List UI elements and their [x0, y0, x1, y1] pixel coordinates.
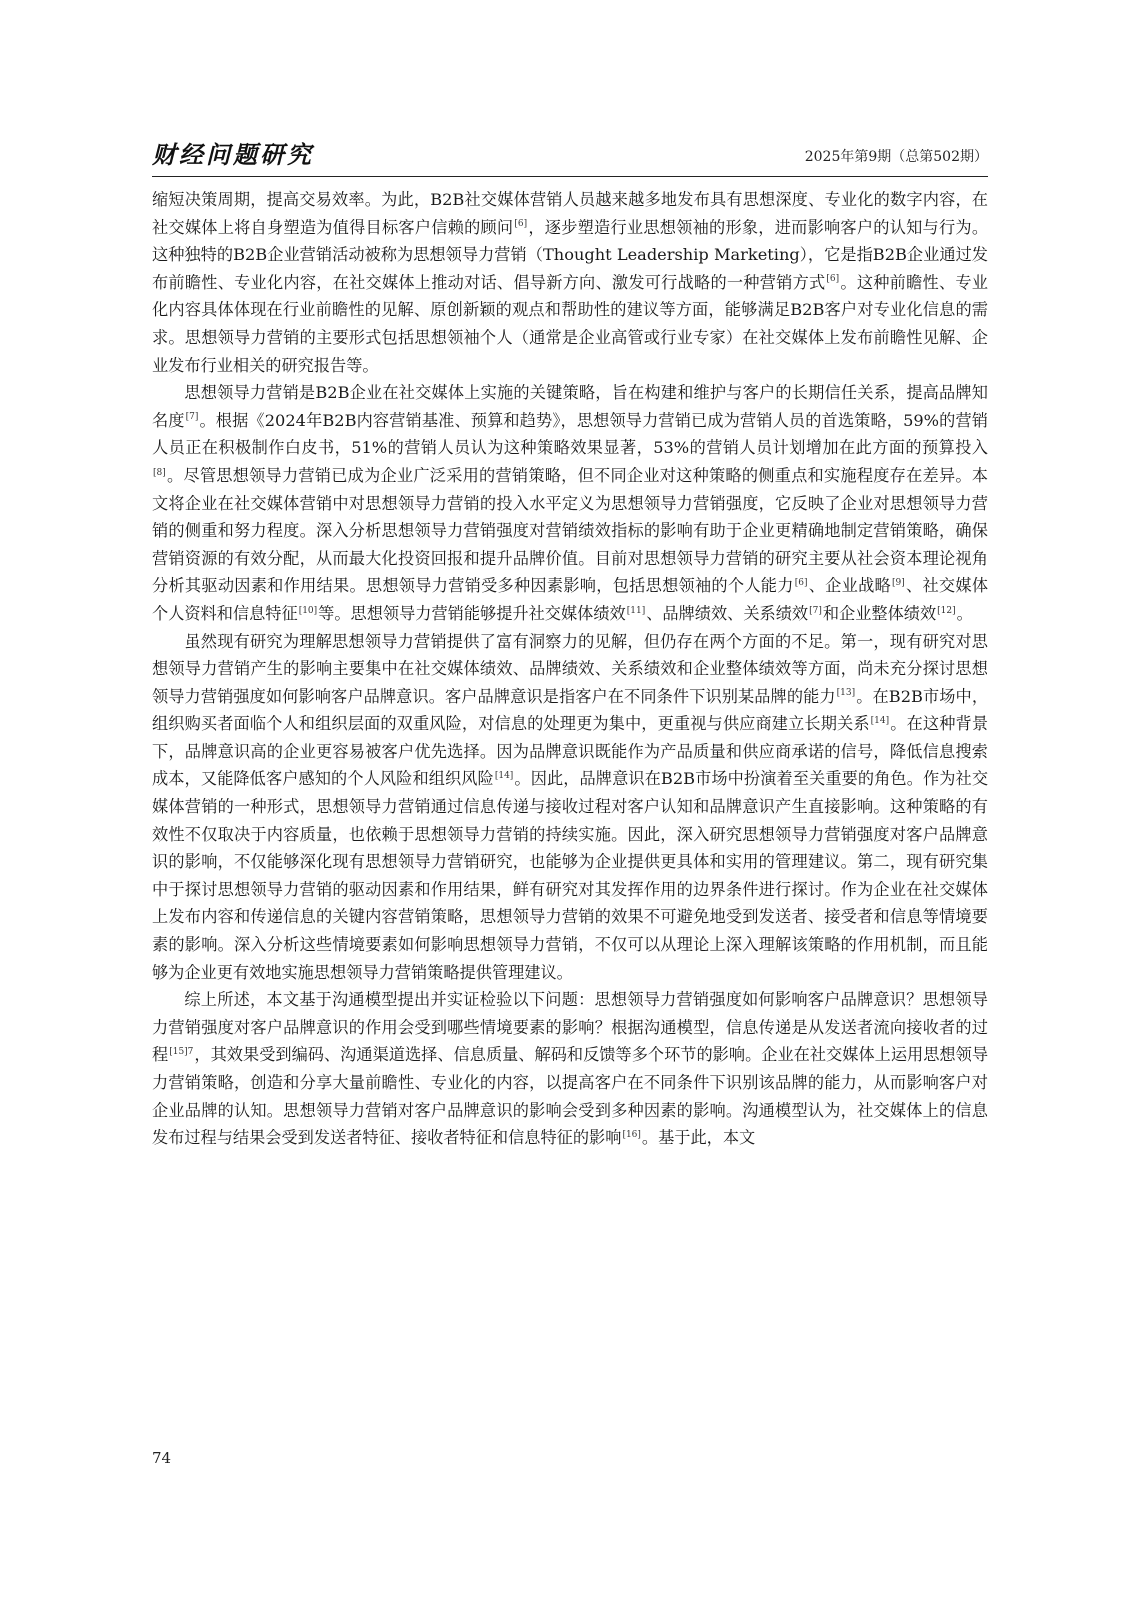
- citation-ref[interactable]: [9]: [892, 577, 905, 588]
- citation-ref[interactable]: [7]: [185, 412, 199, 423]
- citation-ref[interactable]: [6]: [514, 219, 528, 230]
- paragraph-p0: [152, 186, 988, 379]
- citation-ref[interactable]: [11]: [626, 605, 646, 616]
- text-segment: 综上所述，本文基于沟通模型提出并实证检验以下问题：思想领导力营销强度如何影响客户品牌意识？思想领导力营销强度对客户品牌意识的作用会受到哪些情境要素的影响？根据沟通模型，信息传递是从发送者流向接收者的过程: [152, 990, 988, 1065]
- citation-ref[interactable]: [6]: [794, 577, 808, 588]
- citation-ref[interactable]: [16]: [622, 1129, 641, 1140]
- citation-ref[interactable]: [15]7: [169, 1047, 194, 1058]
- text-segment: 等。思想领导力营销能够提升社交媒体绩效: [318, 603, 626, 623]
- citation-ref[interactable]: [7]: [809, 605, 822, 616]
- article-body: [152, 186, 988, 1152]
- text-segment: 和企业整体绩效: [822, 603, 937, 623]
- paragraph-p1: [152, 379, 988, 627]
- citation-ref[interactable]: [13]: [836, 688, 856, 699]
- citation-ref[interactable]: [12]: [937, 605, 956, 616]
- text-segment: 、企业战略: [808, 576, 891, 596]
- issue-info: 2025年第9期（总第502期）: [804, 149, 988, 165]
- text-segment: 思想领导力营销是B2B企业在社交媒体上实施的关键策略，旨在构建和维护与客户的长期信任关系，提高品牌知名度: [152, 383, 988, 430]
- text-segment: 缩短决策周期，提高交易效率。为此，B2B社交媒体营销人员越来越多地发布具有思想深度、专业化的数字内容，在社交媒体上将自身塑造为值得目标客户信赖的顾问: [152, 190, 988, 237]
- citation-ref[interactable]: [8]: [153, 467, 166, 478]
- journal-masthead: 财经问题研究: [152, 140, 314, 169]
- text-segment: 。: [956, 603, 973, 623]
- citation-ref[interactable]: [10]: [298, 605, 318, 616]
- page-number: 74: [152, 1449, 172, 1467]
- text-segment: 。在B2B市场中，组织购买者面临个人和组织层面的双重风险，对信息的处理更为集中，更重视与供应商建立长期关系: [152, 686, 989, 734]
- text-segment: ，逐步塑造行业思想领袖的形象，进而影响客户的认知与行为。这种独特的B2B企业营销活动被称为思想领导力营销（Thought Leadership Marketing），它是指B2B企业通过发布前瞻性、专业化内容，在社交媒体上推动对话、倡导新方向、激发可行战略的一种营销方式: [152, 217, 989, 292]
- text-segment: 。因此，品牌意识在B2B市场中扮演着至关重要的角色。作为社交媒体营销的一种形式，思想领导力营销通过信息传递与接收过程对客户认知和品牌意识产生直接影响。这种策略的有效性不仅取决于内容质量，也依赖于思想领导力营销的持续实施。因此，深入研究思想领导力营销强度对客户品牌意识的影响，不仅能够深化现有思想领导力营销研究，也能够为企业提供更具体和实用的管理建议。第二，现有研究集中于探讨思想领导力营销的驱动因素和作用结果，鲜有研究对其发挥作用的边界条件进行探讨。作为企业在社交媒体上发布内容和传递信息的关键内容营销策略，思想领导力营销的效果不可避免地受到发送者、接受者和信息等情境要素的影响。深入分析这些情境要素如何影响思想领导力营销，不仅可以从理论上深入理解该策略的作用机制，而且能够为企业更有效地实施思想领导力营销策略提供管理建议。: [152, 769, 989, 982]
- text-segment: 、社交媒体个人资料和信息特征: [152, 576, 989, 623]
- citation-ref[interactable]: [14]: [870, 715, 890, 726]
- paragraph-p3: [152, 986, 988, 1152]
- text-segment: ，其效果受到编码、沟通渠道选择、信息质量、解码和反馈等多个环节的影响。企业在社交媒体上运用思想领导力营销策略，创造和分享大量前瞻性、专业化的内容，以提高客户在不同条件下识别该品牌的能力，从而影响客户对企业品牌的认知。思想领导力营销对客户品牌意识的影响会受到多种因素的影响。沟通模型认为，社交媒体上的信息发布过程与结果会受到发送者特征、接收者特征和信息特征的影响: [152, 1045, 989, 1148]
- paragraph-p2: [152, 628, 988, 987]
- text-segment: 虽然现有研究为理解思想领导力营销提供了富有洞察力的见解，但仍存在两个方面的不足。第一，现有研究对思想领导力营销产生的影响主要集中在社交媒体绩效、品牌绩效、关系绩效和企业整体绩效等方面，尚未充分探讨思想领导力营销强度如何影响客户品牌意识。客户品牌意识是指客户在不同条件下识别某品牌的能力: [152, 631, 988, 706]
- running-header: [152, 139, 988, 177]
- text-segment: 。这种前瞻性、专业化内容具体体现在行业前瞻性的见解、原创新颖的观点和帮助性的建议等方面，能够满足B2B客户对专业化信息的需求。思想领导力营销的主要形式包括思想领袖个人（通常是企业高管或行业专家）在社交媒体上发布前瞻性见解、企业发布行业相关的研究报告等。: [152, 272, 988, 375]
- text-segment: 、品牌绩效、关系绩效: [646, 603, 809, 623]
- header-rule: [152, 176, 988, 177]
- citation-ref[interactable]: [14]: [494, 771, 514, 782]
- text-segment: 。基于此，本文: [641, 1128, 756, 1148]
- text-segment: 。根据《2024年B2B内容营销基准、预算和趋势》，思想领导力营销已成为营销人员的首选策略，59%的营销人员正在积极制作白皮书，51%的营销人员认为这种策略效果显著，53%的营销人员计划增加在此方面的预算投入: [152, 410, 988, 458]
- text-segment: 。尽管思想领导力营销已成为企业广泛采用的营销策略，但不同企业对这种策略的侧重点和实施程度存在差异。本文将企业在社交媒体营销中对思想领导力营销的投入水平定义为思想领导力营销强度，它反映了企业对思想领导力营销的侧重和努力程度。深入分析思想领导力营销强度对营销绩效指标的影响有助于企业更精确地制定营销策略，确保营销资源的有效分配，从而最大化投资回报和提升品牌价值。目前对思想领导力营销的研究主要从社会资本理论视角分析其驱动因素和作用结果。思想领导力营销受多种因素影响，包括思想领袖的个人能力: [152, 465, 988, 596]
- citation-ref[interactable]: [6]: [826, 274, 840, 285]
- text-segment: 。在这种背景下，品牌意识高的企业更容易被客户优先选择。因为品牌意识既能作为产品质量和供应商承诺的信号，降低信息搜索成本，又能降低客户感知的个人风险和组织风险: [152, 714, 989, 789]
